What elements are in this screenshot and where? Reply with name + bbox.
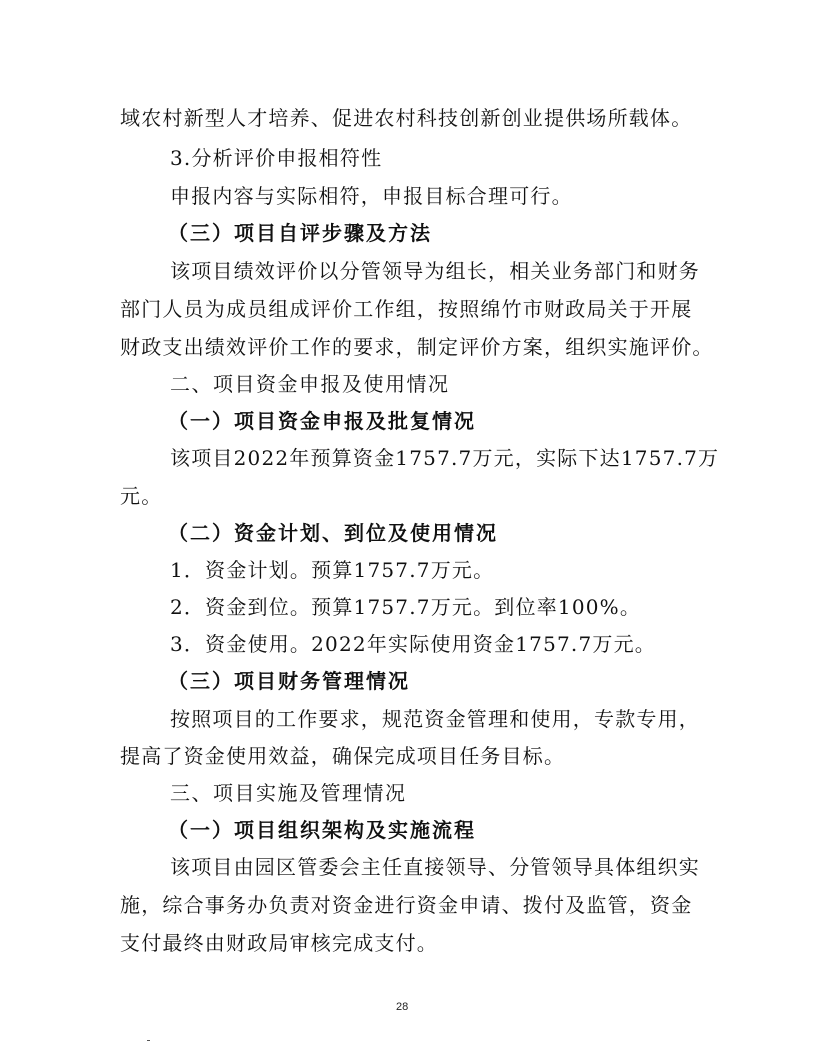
page-number: 28 [396,1001,409,1013]
paragraph-line: 支付最终由财政局审核完成支付。 [120,931,438,955]
paragraph-line: 提高了资金使用效益，确保完成项目任务目标。 [120,744,566,768]
paragraph-line: 按照项目的工作要求，规范资金管理和使用，专款专用， [170,707,700,731]
paragraph-line: 部门人员为成员组成评价工作组，按照绵竹市财政局关于开展 [120,297,693,321]
section-heading: （二）资金计划、到位及使用情况 [168,521,498,545]
paragraph-line: 财政支出绩效评价工作的要求，制定评价方案，组织实施评价。 [120,335,714,359]
sub-item-heading: 3.分析评价申报相符性 [170,146,383,170]
chapter-heading: 二、项目资金申报及使用情况 [170,372,450,396]
chapter-heading: 三、项目实施及管理情况 [170,781,407,805]
list-item: 2．资金到位。预算1757.7万元。到位率100%。 [170,595,642,619]
paragraph-line: 该项目绩效评价以分管领导为组长，相关业务部门和财务 [170,259,700,283]
list-item: 1．资金计划。预算1757.7万元。 [170,558,495,582]
paragraph-line: 申报内容与实际相符，申报目标合理可行。 [170,184,573,208]
paragraph-line: 该项目由园区管委会主任直接领导、分管领导具体组织实 [170,855,700,879]
paragraph-line: 施，综合事务办负责对资金进行资金申请、拨付及监管，资金 [120,893,693,917]
section-heading: （一）项目组织架构及实施流程 [168,818,476,842]
section-heading: （一）项目资金申报及批复情况 [168,409,476,433]
list-item: 3．资金使用。2022年实际使用资金1757.7万元。 [170,632,657,656]
footer-mark [147,1040,150,1041]
paragraph-line: 元。 [120,484,163,508]
paragraph-line: 该项目2022年预算资金1757.7万元，实际下达1757.7万 [170,446,720,470]
section-heading: （三）项目自评步骤及方法 [168,221,432,245]
section-heading: （三）项目财务管理情况 [168,669,410,693]
paragraph-line: 域农村新型人才培养、促进农村科技创新创业提供场所载体。 [120,106,693,130]
